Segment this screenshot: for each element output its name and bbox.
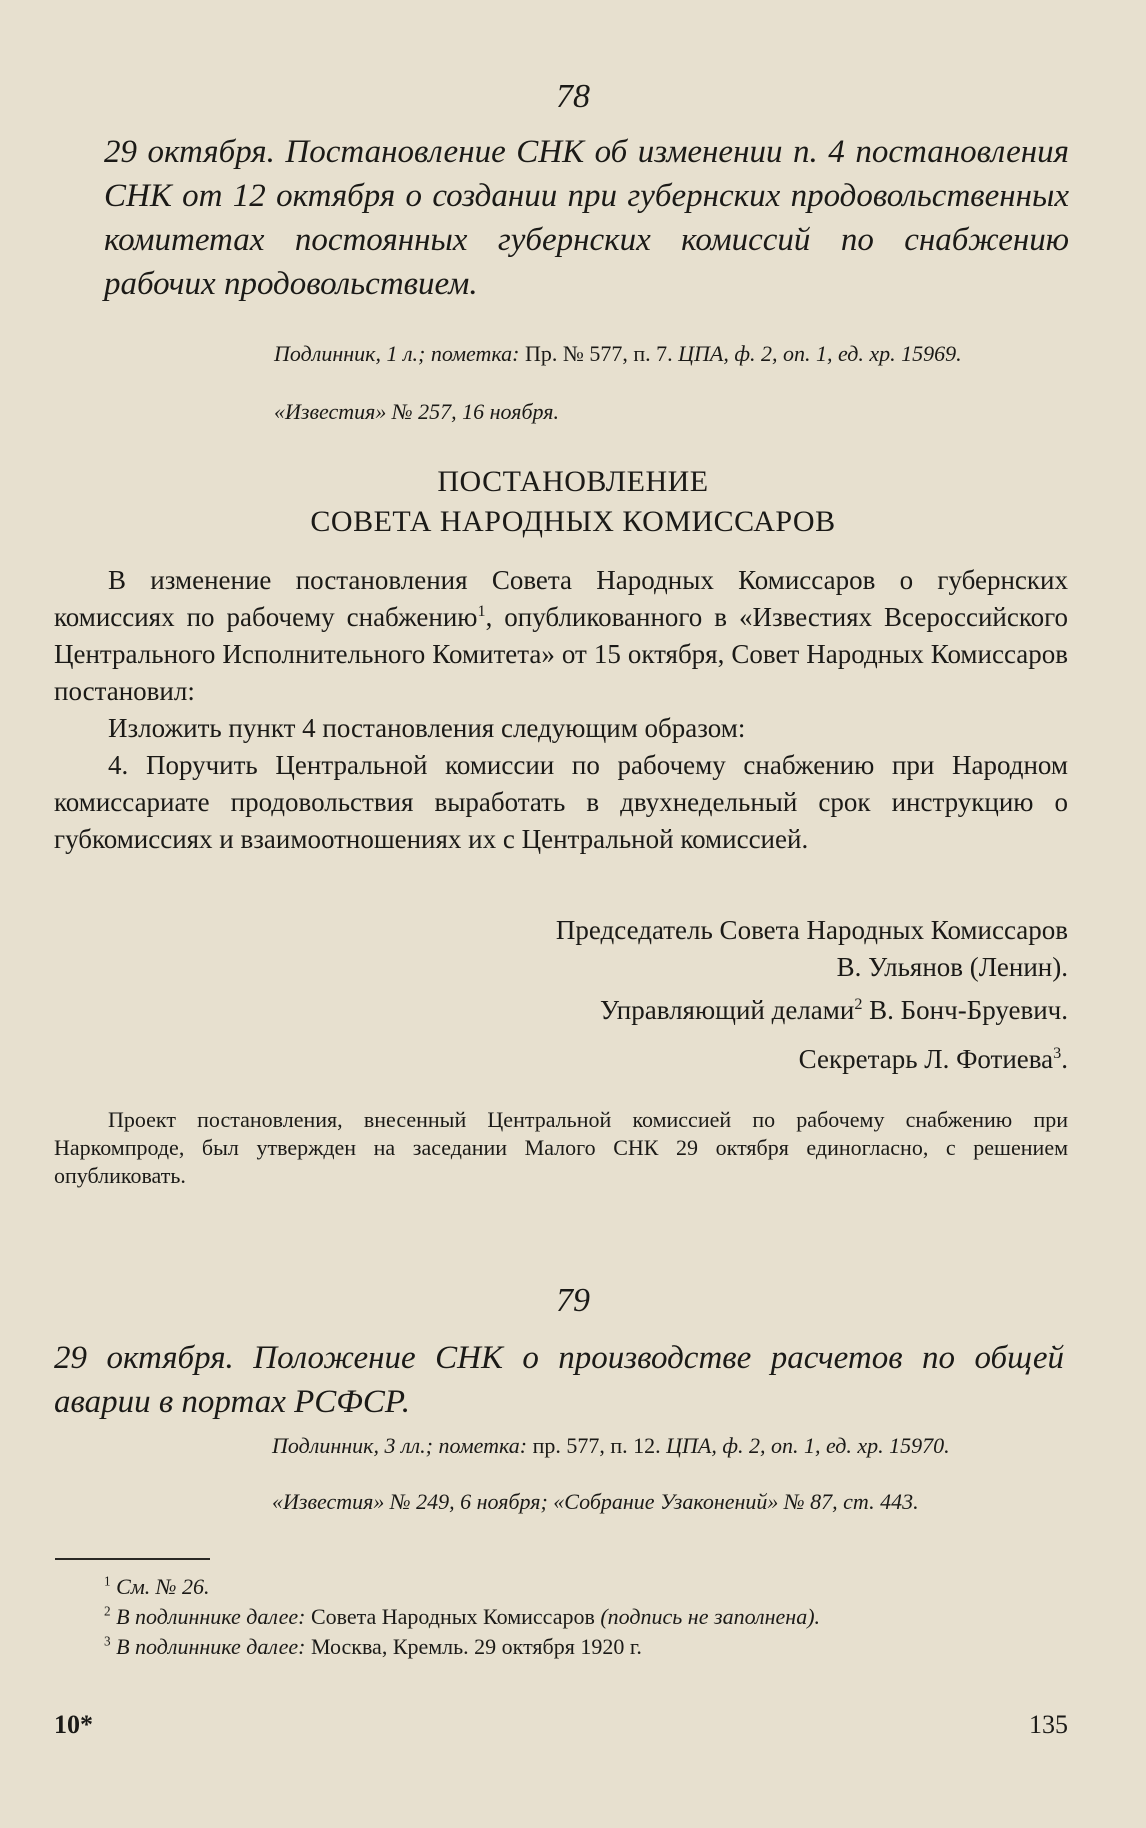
paragraph-instruction: Изложить пункт 4 постановления следующим образом: [108, 713, 746, 743]
footnote-3 [54, 1632, 1068, 1662]
footnote-mark: 3 [104, 1633, 111, 1649]
secretary-name: Секретарь Л. Фотиева [798, 1044, 1054, 1074]
editorial-note-text: Проект постановления, внесенный Центральной комиссией по рабочему снабжению при Наркомпроде, был утвержден на заседании Малого СНК 29 октября единогласно, с решением опубликовать. [54, 1107, 1068, 1188]
document-number-78: 78 [556, 78, 590, 115]
source-italic-a: Подлинник, 3 лл.; пометка: [272, 1433, 528, 1458]
signature-chairman-name: В. Ульянов (Ленин). [836, 952, 1068, 982]
footnote-plain: Москва, Кремль. 29 октября 1920 г. [305, 1634, 642, 1659]
paragraph-point-4: 4. Поручить Центральной комиссии по рабочему снабжению при Народном комиссариате продовольствия выработать в двухнедельный срок инструкцию о губкомиссиях и взаимоотношениях их с Центральной комиссией. [54, 750, 1068, 854]
page-number: 135 [1029, 1710, 1068, 1739]
footnote-italic: В подлиннике далее: [110, 1604, 306, 1629]
source-plain: пр. 577, п. 12. [527, 1433, 667, 1458]
source-italic-b: ЦПА, ф. 2, оп. 1, ед. хр. 15969. [678, 341, 962, 366]
footnote-italic: В подлиннике далее: [110, 1634, 306, 1659]
footnote-ref-1: 1 [477, 602, 486, 620]
signature-chairman [300, 912, 1068, 986]
publication-text: «Известия» № 249, 6 ноября; «Собрание Узаконений» № 87, ст. 443. [272, 1489, 919, 1514]
source-reference-79 [212, 1432, 1067, 1460]
publication-reference-78 [274, 398, 1069, 426]
footnote-rule [55, 1558, 210, 1560]
footnote-mark: 1 [104, 1573, 111, 1589]
source-plain: Пр. № 577, п. 7. [519, 341, 679, 366]
footnote-1 [54, 1572, 1068, 1602]
footnotes [54, 1572, 1068, 1662]
source-italic-b: ЦПА, ф. 2, оп. 1, ед. хр. 15970. [666, 1433, 950, 1458]
footnote-mark: 2 [104, 1603, 111, 1619]
signature-chairman-title: Председатель Совета Народных Комиссаров [555, 915, 1068, 945]
signature-manager [300, 992, 1068, 1029]
source-italic-a: Подлинник, 1 л.; пометка: [274, 341, 520, 366]
footnote-ref-3: 3 [1053, 1044, 1062, 1062]
paragraph-preamble [54, 562, 1068, 710]
footnote-ref-2: 2 [854, 995, 863, 1013]
signature-secretary [300, 1041, 1068, 1078]
footnote-2 [54, 1602, 1068, 1632]
preamble-text-a: В изменение постановления Совета Народных Комиссаров о губернских комиссиях по рабочему снабжению [54, 565, 1068, 632]
editorial-note [54, 1106, 1068, 1190]
secretary-period: . [1061, 1044, 1068, 1074]
preamble-text-b: , опубликованного в «Известиях Всероссийского Центрального Исполнительного Комитета» от 15 октября, Совет Народных Комиссаров постановил: [54, 602, 1069, 706]
document-number-79: 79 [556, 1282, 590, 1319]
publication-text: «Известия» № 257, 16 ноября. [274, 399, 559, 424]
manager-title: Управляющий делами [600, 995, 855, 1025]
footnote-plain: Совета Народных Комиссаров [305, 1604, 601, 1629]
document-heading-79: 29 октября. Положение СНК о производстве расчетов по общей аварии в портах РСФСР. [54, 1340, 1064, 1420]
source-reference-78 [214, 340, 1069, 368]
footnote-italic-2: (подпись не заполнена). [600, 1604, 821, 1629]
decree-title-line1: ПОСТАНОВЛЕНИЕ [437, 465, 709, 498]
document-heading-78: 29 октября. Постановление СНК об изменении п. 4 постановления СНК от 12 октября о создании при губернских продовольственных комитетах постоянных губернских комиссий по снабжению рабочих продовольствием. [104, 134, 1069, 302]
signature-mark: 10* [54, 1710, 93, 1739]
manager-name: В. Бонч-Бруевич. [862, 995, 1068, 1025]
decree-title-line2: СОВЕТА НАРОДНЫХ КОМИССАРОВ [310, 505, 836, 538]
footnote-italic: См. № 26. [110, 1574, 210, 1599]
decree-body [54, 562, 1068, 858]
publication-reference-79 [212, 1488, 1067, 1516]
